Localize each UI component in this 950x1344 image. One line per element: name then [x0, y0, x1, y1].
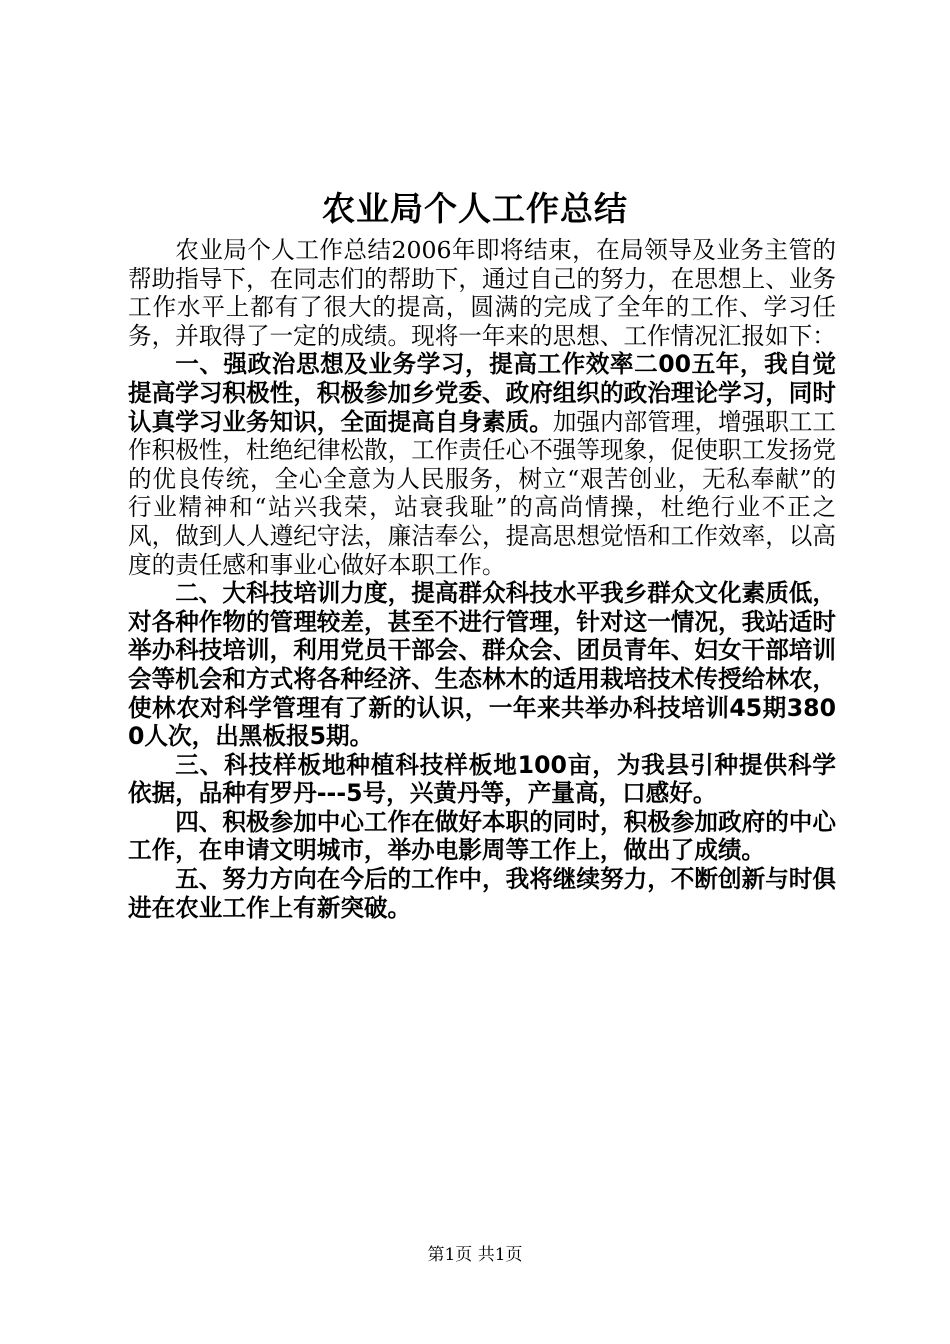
section-2-paragraph: 二、大科技培训力度，提高群众科技水平我乡群众文化素质低，对各种作物的管理较差，甚至不进行管理，针对这一情况，我站适时举办科技培训，利用党员干部会、群众会、团员青年、妇女干部培训会等机会和方式将各种经济、生态林木的适用栽培技术传授给林农，使林农对科学管理有了新的认识，一年来共举办科技培训45期3800人次，出黑板报5期。 [128, 579, 836, 751]
document-title: 农业局个人工作总结 [322, 189, 628, 228]
page-number-footer: 第1页 共1页 [427, 1245, 523, 1265]
document-body [128, 236, 836, 922]
section-3-paragraph: 三、科技样板地种植科技样板地100亩，为我县引种提供科学依据，品种有罗丹---5号，兴黄丹等，产量高，口感好。 [128, 750, 836, 808]
section-1-paragraph [128, 350, 836, 579]
section-1-continued-text: 加强内部管理，增强职工工作积极性，杜绝纪律松散，工作责任心不强等现象，促使职工发扬党的优良传统，全心全意为人民服务，树立“艰苦创业，无私奉献”的行业精神和“站兴我荣，站衰我耻”的高尚情操，杜绝行业不正之风，做到人人遵纪守法，廉洁奉公，提高思想觉悟和工作效率，以高度的责任感和事业心做好本职工作。 [128, 407, 837, 579]
intro-paragraph: 农业局个人工作总结2006年即将结束，在局领导及业务主管的帮助指导下，在同志们的帮助下，通过自己的努力，在思想上、业务工作水平上都有了很大的提高，圆满的完成了全年的工作、学习任务，并取得了一定的成绩。现将一年来的思想、工作情况汇报如下： [128, 236, 836, 350]
section-5-paragraph: 五、努力方向在今后的工作中，我将继续努力，不断创新与时俱进在农业工作上有新突破。 [128, 865, 836, 922]
section-1-text: 一、强政治思想及业务学习，提高工作效率二00五年，我自觉提高学习积极性，积极参加乡党委、政府组织的政治理论学习，同时认真学习业务知识，全面提高自身素质。 [128, 350, 836, 436]
section-4-paragraph: 四、积极参加中心工作在做好本职的同时，积极参加政府的中心工作，在申请文明城市，举办电影周等工作上，做出了成绩。 [128, 807, 836, 865]
